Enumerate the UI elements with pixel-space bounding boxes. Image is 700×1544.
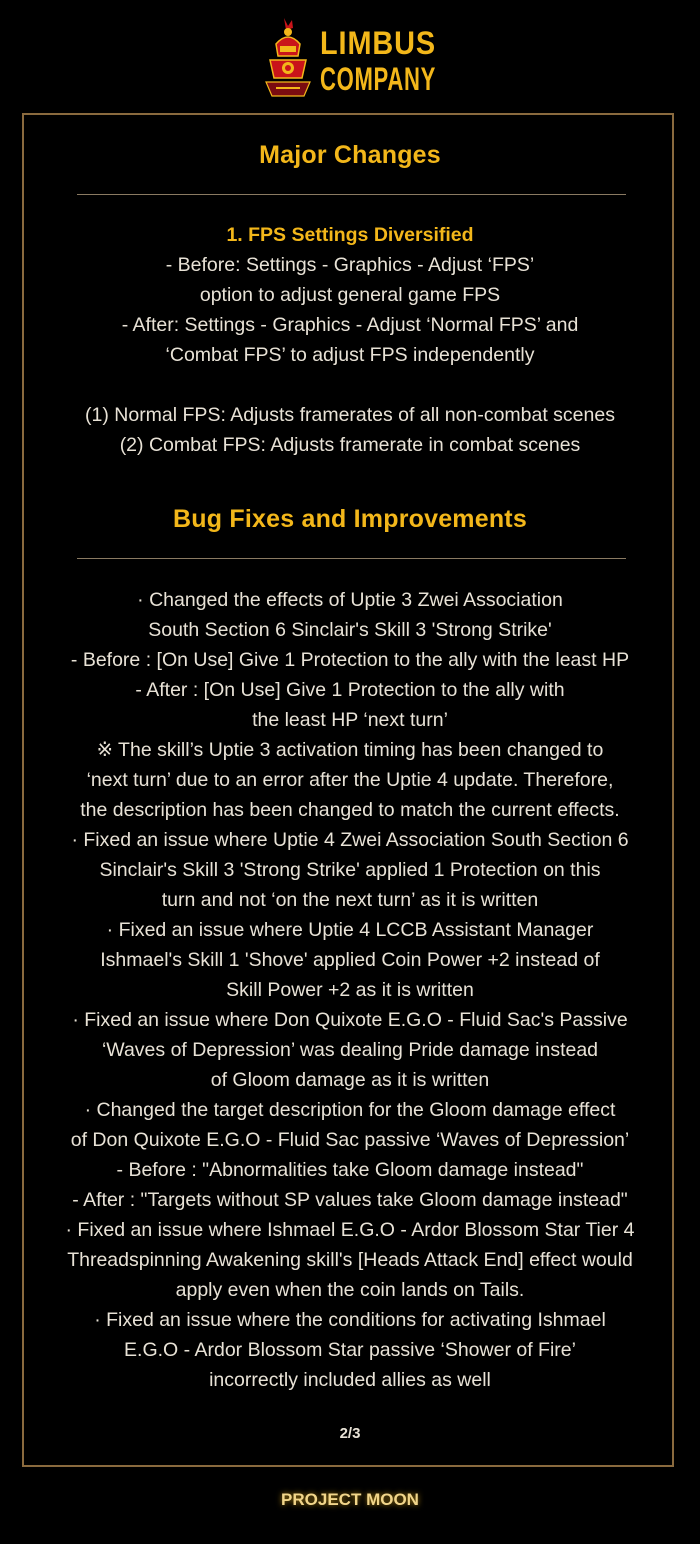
bug-fix-line: - After : "Targets without SP values take Gloom damage instead"	[72, 1189, 628, 1211]
project-moon-brand: PROJECT MOON	[281, 1490, 419, 1509]
bug-fix-line: ※ The skill’s Uptie 3 activation timing has been changed to	[96, 739, 604, 761]
major-changes-title: Major Changes	[259, 141, 441, 169]
bug-fix-line: turn and not ‘on the next turn’ as it is written	[161, 889, 539, 911]
major-change-line: (2) Combat FPS: Adjusts framerate in combat scenes	[119, 434, 581, 456]
limbus-company-logo	[262, 16, 440, 100]
bug-fixes-body	[24, 585, 676, 1395]
bus-emblem-icon	[266, 18, 310, 96]
bug-fix-line: apply even when the coin lands on Tails.	[175, 1279, 525, 1301]
bug-fix-line: - Before : "Abnormalities take Gloom damage instead"	[116, 1159, 584, 1181]
major-change-line: - After: Settings - Graphics - Adjust ‘Normal FPS’ and	[121, 314, 579, 336]
bug-fix-line: - After : [On Use] Give 1 Protection to the ally with	[135, 679, 565, 701]
major-changes-divider	[77, 194, 626, 195]
bug-fix-line: E.G.O - Ardor Blossom Star passive ‘Shower of Fire’	[124, 1339, 576, 1361]
bug-fixes-divider	[77, 558, 626, 559]
bug-fix-line: incorrectly included allies as well	[209, 1369, 491, 1391]
logo-text-top: LIMBUS	[320, 25, 436, 61]
bug-fix-line: of Don Quixote E.G.O - Fluid Sac passive ‘Waves of Depression’	[70, 1129, 630, 1151]
patch-notes-panel	[22, 113, 674, 1467]
bug-fixes-title: Bug Fixes and Improvements	[173, 505, 527, 533]
bug-fix-line: · Fixed an issue where Uptie 4 Zwei Association South Section 6	[71, 829, 629, 851]
major-change-line	[24, 370, 676, 400]
bug-fix-line: Skill Power +2 as it is written	[226, 979, 474, 1001]
major-changes-body	[24, 220, 676, 460]
major-change-line: (1) Normal FPS: Adjusts framerates of all non-combat scenes	[85, 404, 615, 426]
major-change-line: - Before: Settings - Graphics - Adjust ‘FPS’	[165, 254, 535, 276]
bug-fix-line: the least HP ‘next turn’	[252, 709, 448, 731]
bug-fix-line: ‘Waves of Depression’ was dealing Pride damage instead	[101, 1039, 599, 1061]
major-change-line: option to adjust general game FPS	[199, 284, 501, 306]
bug-fix-line: · Fixed an issue where Ishmael E.G.O - Ardor Blossom Star Tier 4	[65, 1219, 635, 1241]
major-change-heading: 1. FPS Settings Diversified	[226, 224, 474, 246]
bug-fix-line: · Fixed an issue where the conditions for activating Ishmael	[94, 1309, 606, 1331]
logo-text-bottom: COMPANY	[320, 61, 436, 97]
bug-fix-line: the description has been changed to match the current effects.	[80, 799, 620, 821]
bug-fix-line: Sinclair's Skill 3 'Strong Strike' applied 1 Protection on this	[99, 859, 601, 881]
bug-fix-line: · Fixed an issue where Don Quixote E.G.O - Fluid Sac's Passive	[72, 1009, 628, 1031]
bug-fix-line: Threadspinning Awakening skill's [Heads Attack End] effect would	[67, 1249, 633, 1271]
page-indicator: 2/3	[339, 1425, 361, 1442]
bug-fix-line: · Changed the effects of Uptie 3 Zwei Association	[137, 589, 563, 611]
bug-fix-line: - Before : [On Use] Give 1 Protection to the ally with the least HP	[70, 649, 630, 671]
bug-fix-line: · Changed the target description for the Gloom damage effect	[84, 1099, 616, 1121]
bug-fix-line: ‘next turn’ due to an error after the Uptie 4 update. Therefore,	[86, 769, 614, 791]
bug-fix-line: South Section 6 Sinclair's Skill 3 'Strong Strike'	[148, 619, 552, 641]
bug-fix-line: Ishmael's Skill 1 'Shove' applied Coin Power +2 instead of	[100, 949, 600, 971]
major-change-line: ‘Combat FPS’ to adjust FPS independently	[165, 344, 535, 366]
bug-fix-line: · Fixed an issue where Uptie 4 LCCB Assistant Manager	[106, 919, 594, 941]
bug-fix-line: of Gloom damage as it is written	[210, 1069, 490, 1091]
